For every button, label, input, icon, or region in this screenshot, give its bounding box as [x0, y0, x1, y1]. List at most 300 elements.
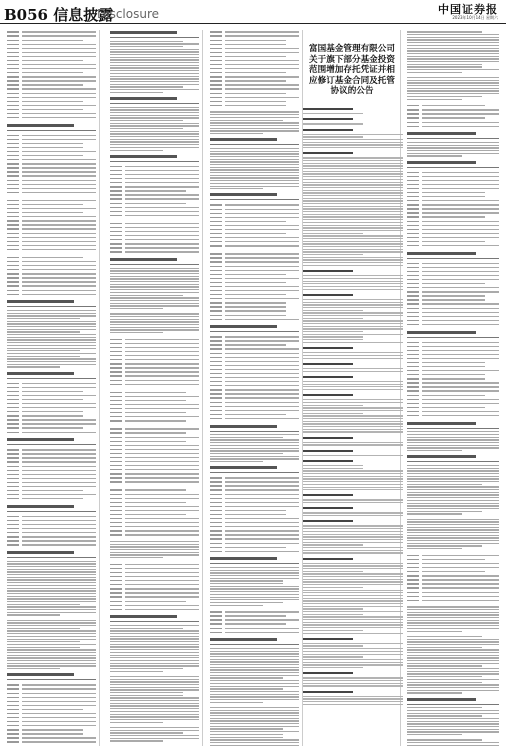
- table-cell-text: [22, 697, 96, 698]
- table-cell-text: [225, 494, 299, 495]
- table-cell-label: [7, 403, 19, 404]
- table-cell-text: [125, 198, 199, 199]
- text-line: [7, 318, 80, 319]
- text-line: [7, 321, 96, 322]
- text-line: [7, 588, 96, 589]
- text-line: [407, 484, 482, 485]
- text-line: [210, 680, 299, 681]
- text-line: [210, 712, 299, 713]
- table-cell-label: [407, 563, 419, 564]
- notice-text-line: [303, 136, 363, 137]
- text-line: [110, 81, 199, 82]
- table-cell-text: [225, 290, 299, 291]
- table-cell-label: [7, 528, 19, 529]
- table-cell-label: [110, 347, 122, 348]
- table-cell-text: [22, 48, 96, 49]
- notice-text-line: [303, 442, 403, 443]
- table-cell-text: [225, 52, 299, 53]
- notice-text-line: [303, 211, 403, 212]
- table-cell-text: [422, 295, 485, 296]
- table-cell-text: [125, 584, 199, 585]
- text-line: [210, 707, 299, 708]
- table-cell-label: [210, 245, 222, 246]
- table-cell-text: [422, 233, 499, 234]
- table-cell-text: [422, 571, 485, 572]
- notice-text-line: [303, 302, 403, 303]
- table-cell-label: [7, 155, 19, 156]
- table-cell-label: [110, 477, 122, 478]
- table-cell-text: [422, 403, 499, 404]
- table-cell-label: [407, 378, 419, 379]
- notice-text-line: [303, 525, 403, 526]
- table-cell-label: [407, 308, 419, 309]
- table-cell-label: [110, 465, 122, 466]
- article-heading: [110, 155, 177, 158]
- text-block: [7, 124, 96, 195]
- text-block: [110, 615, 199, 672]
- text-line: [7, 353, 96, 354]
- text-line: [110, 133, 199, 134]
- table-cell-label: [407, 200, 419, 201]
- text-line: [407, 505, 499, 506]
- table-cell-label: [407, 233, 419, 234]
- table-row: [407, 414, 499, 418]
- table-cell-label: [7, 151, 19, 152]
- table-cell-text: [225, 48, 299, 49]
- table-cell-label: [210, 306, 222, 307]
- text-line: [110, 41, 183, 42]
- text-line: [407, 713, 499, 714]
- table-cell-text: [422, 415, 499, 416]
- table-cell-label: [7, 245, 19, 246]
- text-line: [407, 39, 499, 40]
- table-cell-label: [210, 397, 222, 398]
- table-cell-label: [407, 592, 419, 593]
- table-cell-text: [125, 494, 199, 495]
- notice-text-line: [303, 418, 403, 419]
- table-cell-label: [210, 538, 222, 539]
- table-cell-text: [22, 466, 96, 467]
- table-cell-text: [422, 370, 499, 371]
- text-line: [407, 481, 499, 482]
- notice-text-line: [303, 648, 403, 649]
- table-cell-text: [225, 502, 299, 503]
- notice-text-line: [303, 230, 403, 231]
- table-cell-label: [7, 159, 19, 160]
- table-cell-label: [210, 393, 222, 394]
- table-cell-text: [22, 175, 96, 176]
- table-cell-text: [125, 339, 199, 340]
- text-line: [110, 308, 163, 309]
- table-cell-label: [7, 257, 19, 258]
- table-cell-label: [407, 370, 419, 371]
- text-line: [407, 37, 499, 38]
- table-cell-label: [7, 532, 19, 533]
- table-cell-text: [22, 721, 96, 722]
- text-line: [210, 651, 299, 652]
- table-cell-text: [225, 35, 299, 36]
- text-block: [110, 488, 199, 537]
- text-line: [7, 582, 96, 583]
- text-line: [7, 329, 96, 330]
- table-cell-text: [225, 485, 299, 486]
- table-cell-text: [422, 312, 499, 313]
- table-cell-label: [7, 56, 19, 57]
- table-cell-label: [110, 518, 122, 519]
- text-line: [110, 711, 199, 712]
- text-line: [7, 644, 96, 645]
- table-cell-label: [407, 237, 419, 238]
- feature-notice-title: 富国基金管理有限公司关于旗下部分基金投资范围增加存托凭证并相应修订基金合同及托管协议的公告: [309, 44, 395, 97]
- notice-text-line: [303, 389, 403, 390]
- table-cell-text: [225, 336, 299, 337]
- notice-text-line: [303, 698, 403, 699]
- table-cell-text: [22, 285, 96, 286]
- notice-text-line: [303, 415, 403, 416]
- text-block: [110, 390, 199, 423]
- table-cell-label: [407, 320, 419, 321]
- text-line: [407, 153, 499, 154]
- text-line: [110, 676, 199, 677]
- table-cell-text: [22, 64, 96, 65]
- article-heading: [210, 466, 277, 469]
- table-cell-label: [110, 227, 122, 228]
- text-line: [210, 702, 263, 703]
- table-cell-label: [7, 184, 19, 185]
- table-cell-label: [7, 419, 19, 420]
- text-line: [210, 153, 299, 154]
- text-line: [7, 350, 80, 351]
- text-line: [7, 655, 96, 656]
- text-block: [407, 422, 499, 452]
- text-line: [210, 602, 283, 603]
- table-cell-text: [125, 235, 199, 236]
- table-cell-text: [22, 105, 96, 106]
- column-1: [4, 30, 100, 746]
- text-line: [210, 669, 299, 670]
- table-cell-label: [407, 271, 419, 272]
- table-cell-text: [125, 601, 186, 602]
- table-cell-label: [110, 432, 122, 433]
- text-line: [407, 742, 499, 743]
- table-cell-label: [110, 186, 122, 187]
- table-cell-text: [125, 247, 199, 248]
- text-line: [210, 715, 299, 716]
- notice-text-line: [303, 157, 403, 158]
- table-cell-text: [422, 225, 499, 226]
- text-line: [110, 324, 199, 325]
- table-cell-text: [22, 97, 96, 98]
- article-heading: [7, 300, 74, 303]
- table-cell-label: [210, 381, 222, 382]
- table-cell-text: [22, 395, 96, 396]
- text-line: [110, 738, 199, 739]
- table-cell-text: [225, 373, 299, 374]
- table-cell-text: [125, 166, 199, 167]
- table-cell-label: [210, 361, 222, 362]
- notice-text-line: [303, 579, 403, 580]
- table-cell-text: [22, 233, 96, 234]
- text-line: [407, 150, 499, 151]
- text-block: [110, 541, 199, 558]
- table-cell-label: [407, 126, 419, 127]
- table-cell-text: [225, 261, 299, 262]
- notice-subheading: [303, 363, 353, 365]
- text-block: [407, 519, 499, 550]
- notice-text-line: [303, 468, 363, 469]
- text-block: [110, 427, 199, 484]
- table-cell-text: [125, 408, 199, 409]
- table-row: [210, 630, 299, 634]
- table-cell-label: [210, 221, 222, 222]
- table-cell-text: [22, 540, 96, 541]
- table-cell-label: [407, 596, 419, 597]
- table-cell-text: [225, 518, 299, 519]
- notice-text-line: [303, 241, 403, 242]
- text-line: [110, 300, 199, 301]
- notice-text-line: [303, 587, 363, 588]
- text-line: [110, 270, 199, 271]
- text-line: [407, 617, 499, 618]
- notice-text-line: [303, 251, 403, 252]
- text-line: [7, 590, 96, 591]
- table-cell-text: [422, 221, 499, 222]
- text-line: [407, 628, 499, 629]
- notice-text-line: [303, 320, 403, 321]
- text-line: [407, 465, 499, 466]
- text-line: [110, 679, 199, 680]
- table-cell-label: [210, 514, 222, 515]
- table-row: [110, 607, 199, 611]
- text-line: [110, 327, 199, 328]
- text-line: [110, 303, 199, 304]
- table-cell-label: [7, 285, 19, 286]
- table-row: [407, 322, 499, 326]
- table-cell-text: [22, 139, 96, 140]
- text-block: [7, 372, 96, 435]
- text-line: [210, 442, 299, 443]
- text-line: [210, 731, 299, 732]
- text-line: [110, 549, 199, 550]
- text-line: [7, 323, 96, 324]
- table-cell-text: [22, 713, 96, 714]
- table-cell-text: [225, 76, 299, 77]
- table-cell-text: [225, 237, 299, 238]
- notice-text-line: [303, 619, 403, 620]
- table-cell-label: [210, 253, 222, 254]
- table-cell-label: [210, 377, 222, 378]
- table-cell-text: [225, 319, 299, 320]
- notice-text-line: [303, 489, 403, 490]
- table-cell-text: [422, 358, 499, 359]
- table-cell-label: [110, 461, 122, 462]
- text-line: [7, 337, 96, 338]
- text-block: [210, 111, 299, 134]
- divider: [7, 444, 96, 445]
- table-cell-label: [7, 432, 19, 433]
- table-cell-text: [225, 270, 299, 271]
- table-cell-text: [22, 101, 83, 102]
- text-line: [407, 647, 482, 648]
- table-cell-label: [407, 575, 419, 576]
- table-cell-text: [225, 233, 286, 234]
- table-cell-text: [225, 286, 299, 287]
- text-block: [407, 455, 499, 514]
- table-cell-text: [22, 44, 96, 45]
- table-cell-text: [125, 371, 199, 372]
- table-cell-text: [422, 583, 499, 584]
- table-cell-label: [110, 601, 122, 602]
- table-cell-text: [125, 564, 199, 565]
- table-cell-text: [125, 432, 186, 433]
- table-cell-text: [125, 445, 199, 446]
- table-cell-label: [110, 437, 122, 438]
- table-cell-label: [210, 298, 222, 299]
- table-cell-label: [407, 245, 419, 246]
- notice-text-line: [303, 123, 363, 124]
- table-cell-text: [422, 299, 485, 300]
- table-row: [110, 250, 199, 254]
- table-cell-text: [22, 474, 96, 475]
- table-cell-text: [225, 377, 299, 378]
- text-line: [407, 673, 499, 674]
- text-line: [110, 697, 199, 698]
- text-line: [7, 339, 96, 340]
- table-cell-label: [110, 445, 122, 446]
- notice-text-line: [303, 281, 403, 282]
- notice-text-line: [303, 704, 403, 705]
- notice-text-line: [303, 165, 403, 166]
- table-cell-label: [110, 203, 122, 204]
- notice-text-line: [303, 384, 403, 385]
- table-cell-text: [225, 393, 299, 394]
- text-line: [407, 745, 499, 746]
- text-line: [110, 541, 199, 542]
- text-line: [407, 657, 499, 658]
- notice-subheading: [303, 270, 353, 272]
- table-cell-label: [210, 213, 222, 214]
- table-cell-text: [125, 514, 186, 515]
- text-block: [210, 466, 299, 553]
- notice-text-line: [303, 565, 403, 566]
- notice-text-line: [303, 371, 403, 372]
- notice-text-line: [303, 405, 363, 406]
- table-cell-label: [210, 410, 222, 411]
- text-line: [7, 604, 80, 605]
- table-row: [110, 480, 199, 484]
- text-line: [407, 655, 499, 656]
- text-line: [110, 84, 199, 85]
- table-cell-text: [225, 80, 286, 81]
- text-line: [7, 665, 96, 666]
- notice-text-line: [303, 534, 403, 535]
- table-cell-label: [110, 211, 122, 212]
- table-cell-text: [225, 547, 286, 548]
- notice-text-line: [303, 235, 403, 236]
- table-cell-text: [22, 84, 83, 85]
- text-line: [110, 630, 199, 631]
- text-line: [7, 598, 96, 599]
- table-cell-text: [22, 80, 96, 81]
- table-cell-label: [7, 48, 19, 49]
- table-cell-text: [225, 632, 299, 633]
- table-cell-text: [125, 203, 186, 204]
- table-cell-label: [7, 208, 19, 209]
- text-line: [7, 660, 96, 661]
- article-heading: [407, 698, 476, 701]
- table-cell-label: [7, 486, 19, 487]
- notice-text-line: [303, 568, 403, 569]
- text-line: [210, 570, 299, 571]
- table-cell-text: [22, 31, 96, 32]
- table-cell-label: [210, 294, 222, 295]
- table-cell-text: [22, 457, 96, 458]
- table-cell-label: [407, 172, 419, 173]
- table-cell-text: [125, 473, 199, 474]
- notice-subheading: [303, 494, 353, 496]
- text-line: [110, 727, 199, 728]
- notice-text-line: [303, 310, 363, 311]
- text-line: [210, 728, 283, 729]
- text-line: [7, 649, 96, 650]
- table-cell-text: [125, 420, 186, 421]
- text-line: [110, 125, 199, 126]
- notice-text-line: [303, 528, 403, 529]
- text-line: [110, 268, 199, 269]
- text-line: [407, 147, 499, 148]
- divider: [7, 557, 96, 558]
- text-line: [110, 703, 199, 704]
- notice-subheading: [303, 672, 353, 674]
- text-line: [210, 183, 299, 184]
- table-cell-label: [210, 229, 222, 230]
- table-cell-text: [225, 298, 299, 299]
- notice-text-line: [303, 476, 403, 477]
- text-line: [407, 56, 499, 57]
- table-cell-text: [125, 441, 186, 442]
- article-heading: [407, 422, 476, 425]
- table-cell-text: [22, 68, 96, 69]
- text-line: [7, 348, 96, 349]
- table-cell-text: [22, 109, 83, 110]
- table-cell-text: [22, 453, 96, 454]
- table-cell-text: [225, 623, 286, 624]
- table-cell-text: [125, 182, 199, 183]
- text-line: [210, 434, 299, 435]
- table-cell-label: [210, 477, 222, 478]
- table-cell-text: [22, 261, 96, 262]
- table-cell-text: [22, 729, 83, 730]
- table-cell-text: [225, 101, 286, 102]
- table-cell-text: [225, 628, 299, 629]
- notice-text-line: [303, 531, 403, 532]
- table-cell-text: [125, 469, 199, 470]
- table-cell-text: [22, 151, 96, 152]
- table-cell-text: [125, 223, 199, 224]
- table-cell-label: [110, 584, 122, 585]
- notice-text-line: [303, 173, 403, 174]
- table-cell-label: [210, 241, 222, 242]
- table-cell-text: [225, 282, 286, 283]
- text-block: [210, 557, 299, 606]
- table-cell-text: [422, 212, 499, 213]
- text-line: [210, 726, 299, 727]
- table-cell-text: [125, 506, 199, 507]
- text-line: [110, 86, 183, 87]
- table-cell-label: [110, 576, 122, 577]
- table-row: [7, 116, 96, 120]
- table-row: [210, 416, 299, 420]
